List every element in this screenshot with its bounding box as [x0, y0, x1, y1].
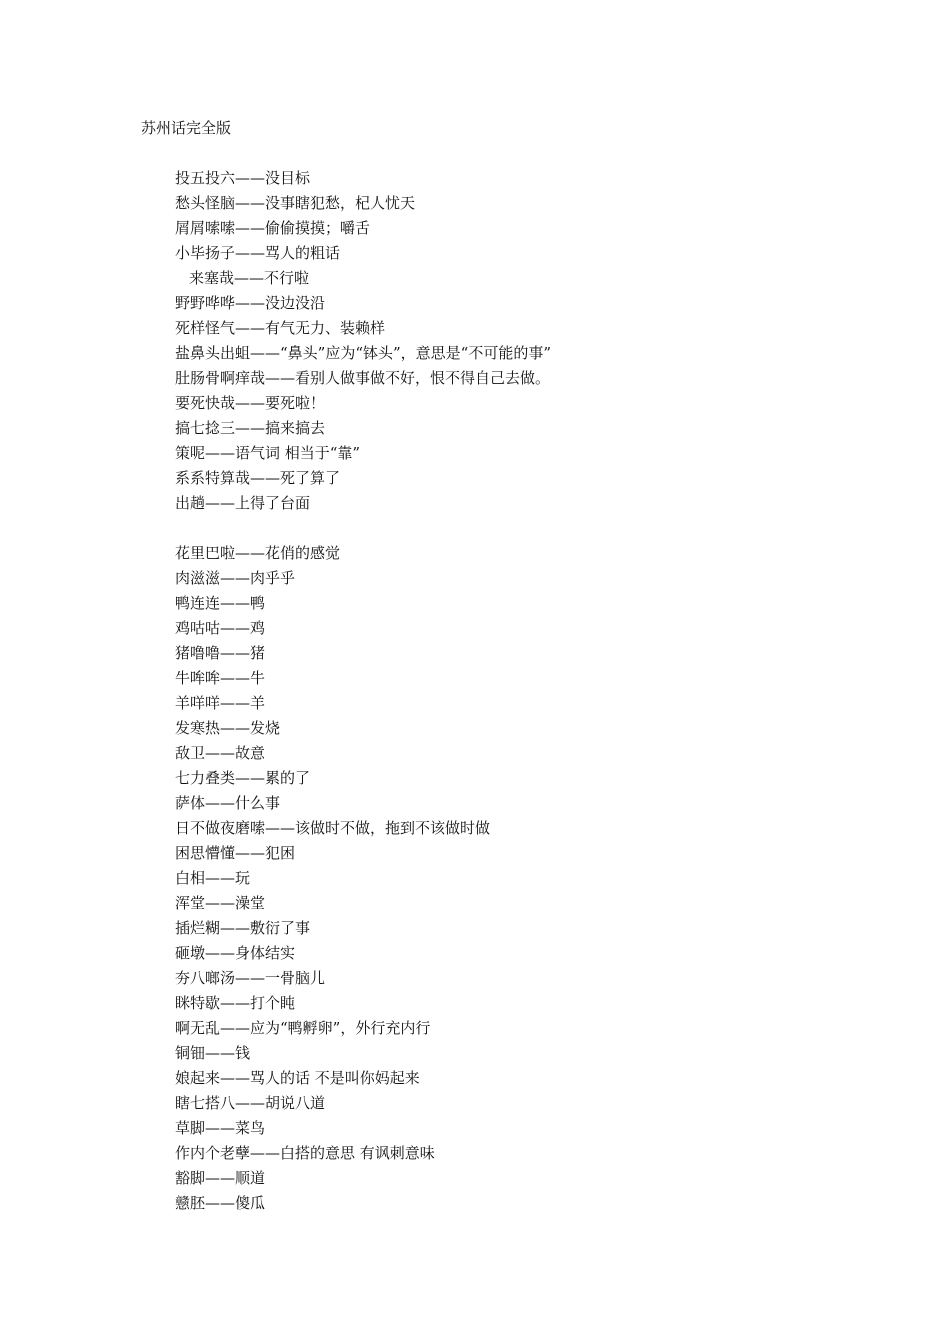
entry-line: 小毕扬子——骂人的粗话	[175, 244, 341, 262]
entry-line: 夯八啷汤——一骨脑儿	[175, 969, 326, 987]
document-title: 苏州话完全版	[141, 119, 232, 137]
entry-line: 肚肠骨啊痒哉——看别人做事做不好，恨不得自己去做。	[175, 369, 551, 387]
entry-line: 肉滋滋——肉乎乎	[175, 569, 296, 587]
entry-line: 草脚——菜鸟	[175, 1119, 266, 1137]
entry-line: 萨体——什么事	[175, 794, 281, 812]
entry-list	[175, 166, 875, 1216]
entry-line: 豁脚——顺道	[175, 1169, 266, 1187]
entry-line: 野野哗哗——没边没沿	[175, 294, 326, 312]
entry-line: 来塞哉——不行啦	[189, 269, 310, 287]
entry-line: 娘起来——骂人的话 不是叫你妈起来	[175, 1069, 420, 1087]
blank-line	[175, 516, 875, 541]
entry-line: 砸墩——身体结实	[175, 944, 296, 962]
entry-line: 浑堂——澡堂	[175, 894, 266, 912]
entry-line: 鸡咕咕——鸡	[175, 619, 266, 637]
entry-line: 眯特歇——打个盹	[175, 994, 296, 1012]
entry-line: 搞七捻三——搞来搞去	[175, 419, 326, 437]
entry-line: 鸭连连——鸭	[175, 594, 266, 612]
entry-line: 猪噜噜——猪	[175, 644, 266, 662]
entry-line: 投五投六——没目标	[175, 169, 311, 187]
entry-line: 死样怪气——有气无力、装赖样	[175, 319, 386, 337]
entry-line: 策呢——语气词 相当于“靠”	[175, 444, 361, 462]
entry-line: 作内个老孽——白搭的意思 有讽刺意味	[175, 1144, 435, 1162]
entry-line: 发寒热——发烧	[175, 719, 281, 737]
entry-line: 白相——玩	[175, 869, 251, 887]
entry-line: 戆胚——傻瓜	[175, 1194, 266, 1212]
entry-line: 系系特算哉——死了算了	[175, 469, 341, 487]
entry-line: 铜钿——钱	[175, 1044, 251, 1062]
entry-line: 出趟——上得了台面	[175, 494, 311, 512]
entry-line: 要死快哉——要死啦！	[175, 394, 326, 412]
entry-line: 困思懵懂——犯困	[175, 844, 296, 862]
entry-line: 敌卫——故意	[175, 744, 266, 762]
entry-line: 羊咩咩——羊	[175, 694, 266, 712]
entry-line: 瞎七搭八——胡说八道	[175, 1094, 326, 1112]
entry-line: 愁头怪脑——没事瞎犯愁，杞人忧天	[175, 194, 416, 212]
entry-line: 花里巴啦——花俏的感觉	[175, 544, 341, 562]
entry-line: 屑屑嗦嗦——偷偷摸摸；嚼舌	[175, 219, 371, 237]
entry-line: 牛哞哞——牛	[175, 669, 266, 687]
entry-line: 七力叠类——累的了	[175, 769, 311, 787]
entry-line: 插烂糊——敷衍了事	[175, 919, 311, 937]
entry-line: 日不做夜磨嗦——该做时不做，拖到不该做时做	[175, 819, 491, 837]
entry-line: 盐鼻头出蛆——“鼻头”应为“钵头”，意思是“不可能的事”	[175, 344, 552, 362]
entry-line: 啊无乱——应为“鸭孵卵”，外行充内行	[175, 1019, 431, 1037]
